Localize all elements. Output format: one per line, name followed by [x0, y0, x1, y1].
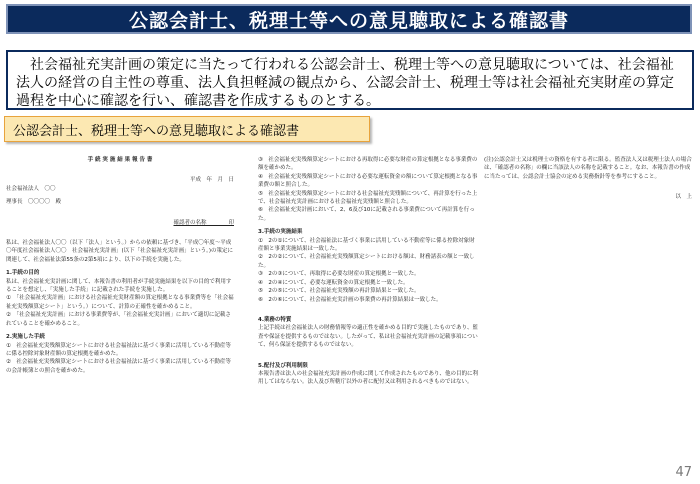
section-3-item-e: ⑤ 2の⑤について、社会福祉充実残額の再計算結果と一致した。: [258, 288, 420, 295]
section-2-item-d: ④ 社会福祉充実残額算定シートにおける必要な運転資金の額について算定根拠となる事業費の額と照合した。: [258, 173, 478, 189]
section-2-item-c: ③ 社会福祉充実残額算定シートにおける再取得に必要な財産の算定根拠となる事業費の額を確かめた。: [258, 157, 478, 172]
section-heading-4: 4.業務の特質: [258, 316, 292, 323]
section-5-text: 本報告書は法人の社会福祉充実計画の作成に関して作成されたものであり、他の目的に利用してはならない。法人及び所轄庁以外の者に配付又は利用されるべきものではない。: [258, 370, 479, 386]
section-3-item-f: ⑥ 2の⑥について、社会福祉充実計画の事業費の再計算結果は一致した。: [258, 296, 442, 303]
section-1-item-b: ② 「社会福祉充実計画」における事業費等が、「社会福祉充実計画」において適切に記載されていることを確かめること。: [6, 312, 231, 327]
section-2-item-e: ⑤ 社会福祉充実残額算定シートにおける社会福祉充実残額について、再計算を行った上で、社会福祉充実計画における社会福祉充実残額と照合した。: [258, 190, 478, 206]
section-3-item-c: ③ 2の③について、再取得に必要な財産の算定根拠と一致した。: [258, 271, 420, 278]
report-addressee: 社会福祉法人 〇〇: [6, 185, 56, 192]
intro-text: 社会福祉充実計画の策定に当たって行われる公認会計士、税理士等への意見聴取については、社会福祉法人の経営の自主性の尊重、法人負担軽減の観点から、公認会計士、税理士等は社会福祉充実財産の算定過程を中心に確認を行い、確認書を作成するものとする。: [16, 57, 674, 109]
section-1-text: 私は、社会福祉充実計画に関して、本報告書の利用者が手続実施結果を以下の目的で利用することを想定し、「実施した手続」に記載された手続を実施した。: [6, 278, 232, 294]
closing-mark: 以 上: [675, 194, 692, 201]
subtitle-banner: [4, 116, 370, 142]
section-heading-5: 5.配付及び利用制限: [258, 362, 308, 369]
section-heading-1: 1.手続の目的: [6, 270, 40, 277]
section-3-item-b: ② 2の②について、社会福祉充実残額算定シートにおける額は、財務諸表の額と一致した。: [258, 254, 475, 269]
document-column-1: [6, 156, 234, 375]
section-2-item-b: ② 社会福祉充実残額算定シートにおける社会福祉法に基づく事業に活用している不動産等の会計帳簿との照合を確かめた。: [6, 359, 231, 374]
section-2-item-a: ① 社会福祉充実残額算定シートにおける社会福祉法に基づく事業に活用している不動産等に係る控除対象財産額の算定根拠を確かめた。: [6, 342, 231, 357]
footnote-text: (注)公認会計士又は税理士の資格を有する者に限る。監査法人又は税理士法人の場合は、「確認者の名称」の欄に当該法人の名称を記載すること。なお、本報告書の作成に当たっては、公認会計士協会の定める実務指針等を参考にすること。: [484, 157, 692, 180]
report-paragraph: 私は、社会福祉法人〇〇（以下「法人」という。）からの依頼に基づき、「平成〇年度～平成〇年度社会福祉法人〇〇 社会福祉充実計画」(以下「社会福祉充実計画」という。)の策定に関連して、社会福祉法第55条の2第5項により、以下の手続を実施した。: [6, 240, 234, 263]
document-column-2: [258, 156, 480, 387]
subtitle-text: 公認会計士、税理士等への意見聴取による確認書: [13, 123, 300, 139]
section-2-item-f: ⑥ 社会福祉充実計画において、2、6及び10に記載される事業費について再計算を行った。: [258, 207, 475, 222]
report-signer: 確認者の名称 印: [173, 219, 234, 226]
report-recipient: 理事長 〇〇〇〇 殿: [6, 199, 62, 206]
report-heading: 手 続 実 施 結 果 報 告 書: [87, 157, 153, 163]
section-heading-3: 3.手続の実施結果: [258, 229, 303, 236]
section-4-text: 上記手続は社会福祉法人の財務情報等の適正性を確かめる目的で実施したものであり、監査や保証を提供するものではない。したがって、私は社会福祉充実計画の記載事項について、何ら保証を提供するものではない。: [258, 325, 479, 349]
title-banner: [6, 4, 692, 34]
section-1-item-a: ① 「社会福祉充実計画」における社会福祉充実財産額の算定根拠となる事業費等を「社会福祉充実残額算定シート」という。）について、計算の正確性を確かめること。: [6, 295, 234, 310]
document-column-3: [484, 156, 692, 202]
page-title: 公認会計士、税理士等への意見聴取による確認書: [128, 9, 569, 32]
page-number: 47: [675, 465, 692, 480]
report-date: 平成 年 月 日: [189, 177, 234, 184]
intro-box: [6, 50, 694, 110]
section-3-item-d: ④ 2の④について、必要な運転資金の算定根拠と一致した。: [258, 279, 409, 286]
section-3-item-a: ① 2の①について、社会福祉法に基づく事業に活用している不動産等に係る控除対象財産額と事業実施結果は一致した。: [258, 237, 475, 253]
section-heading-2: 2.実施した手続: [6, 334, 45, 341]
